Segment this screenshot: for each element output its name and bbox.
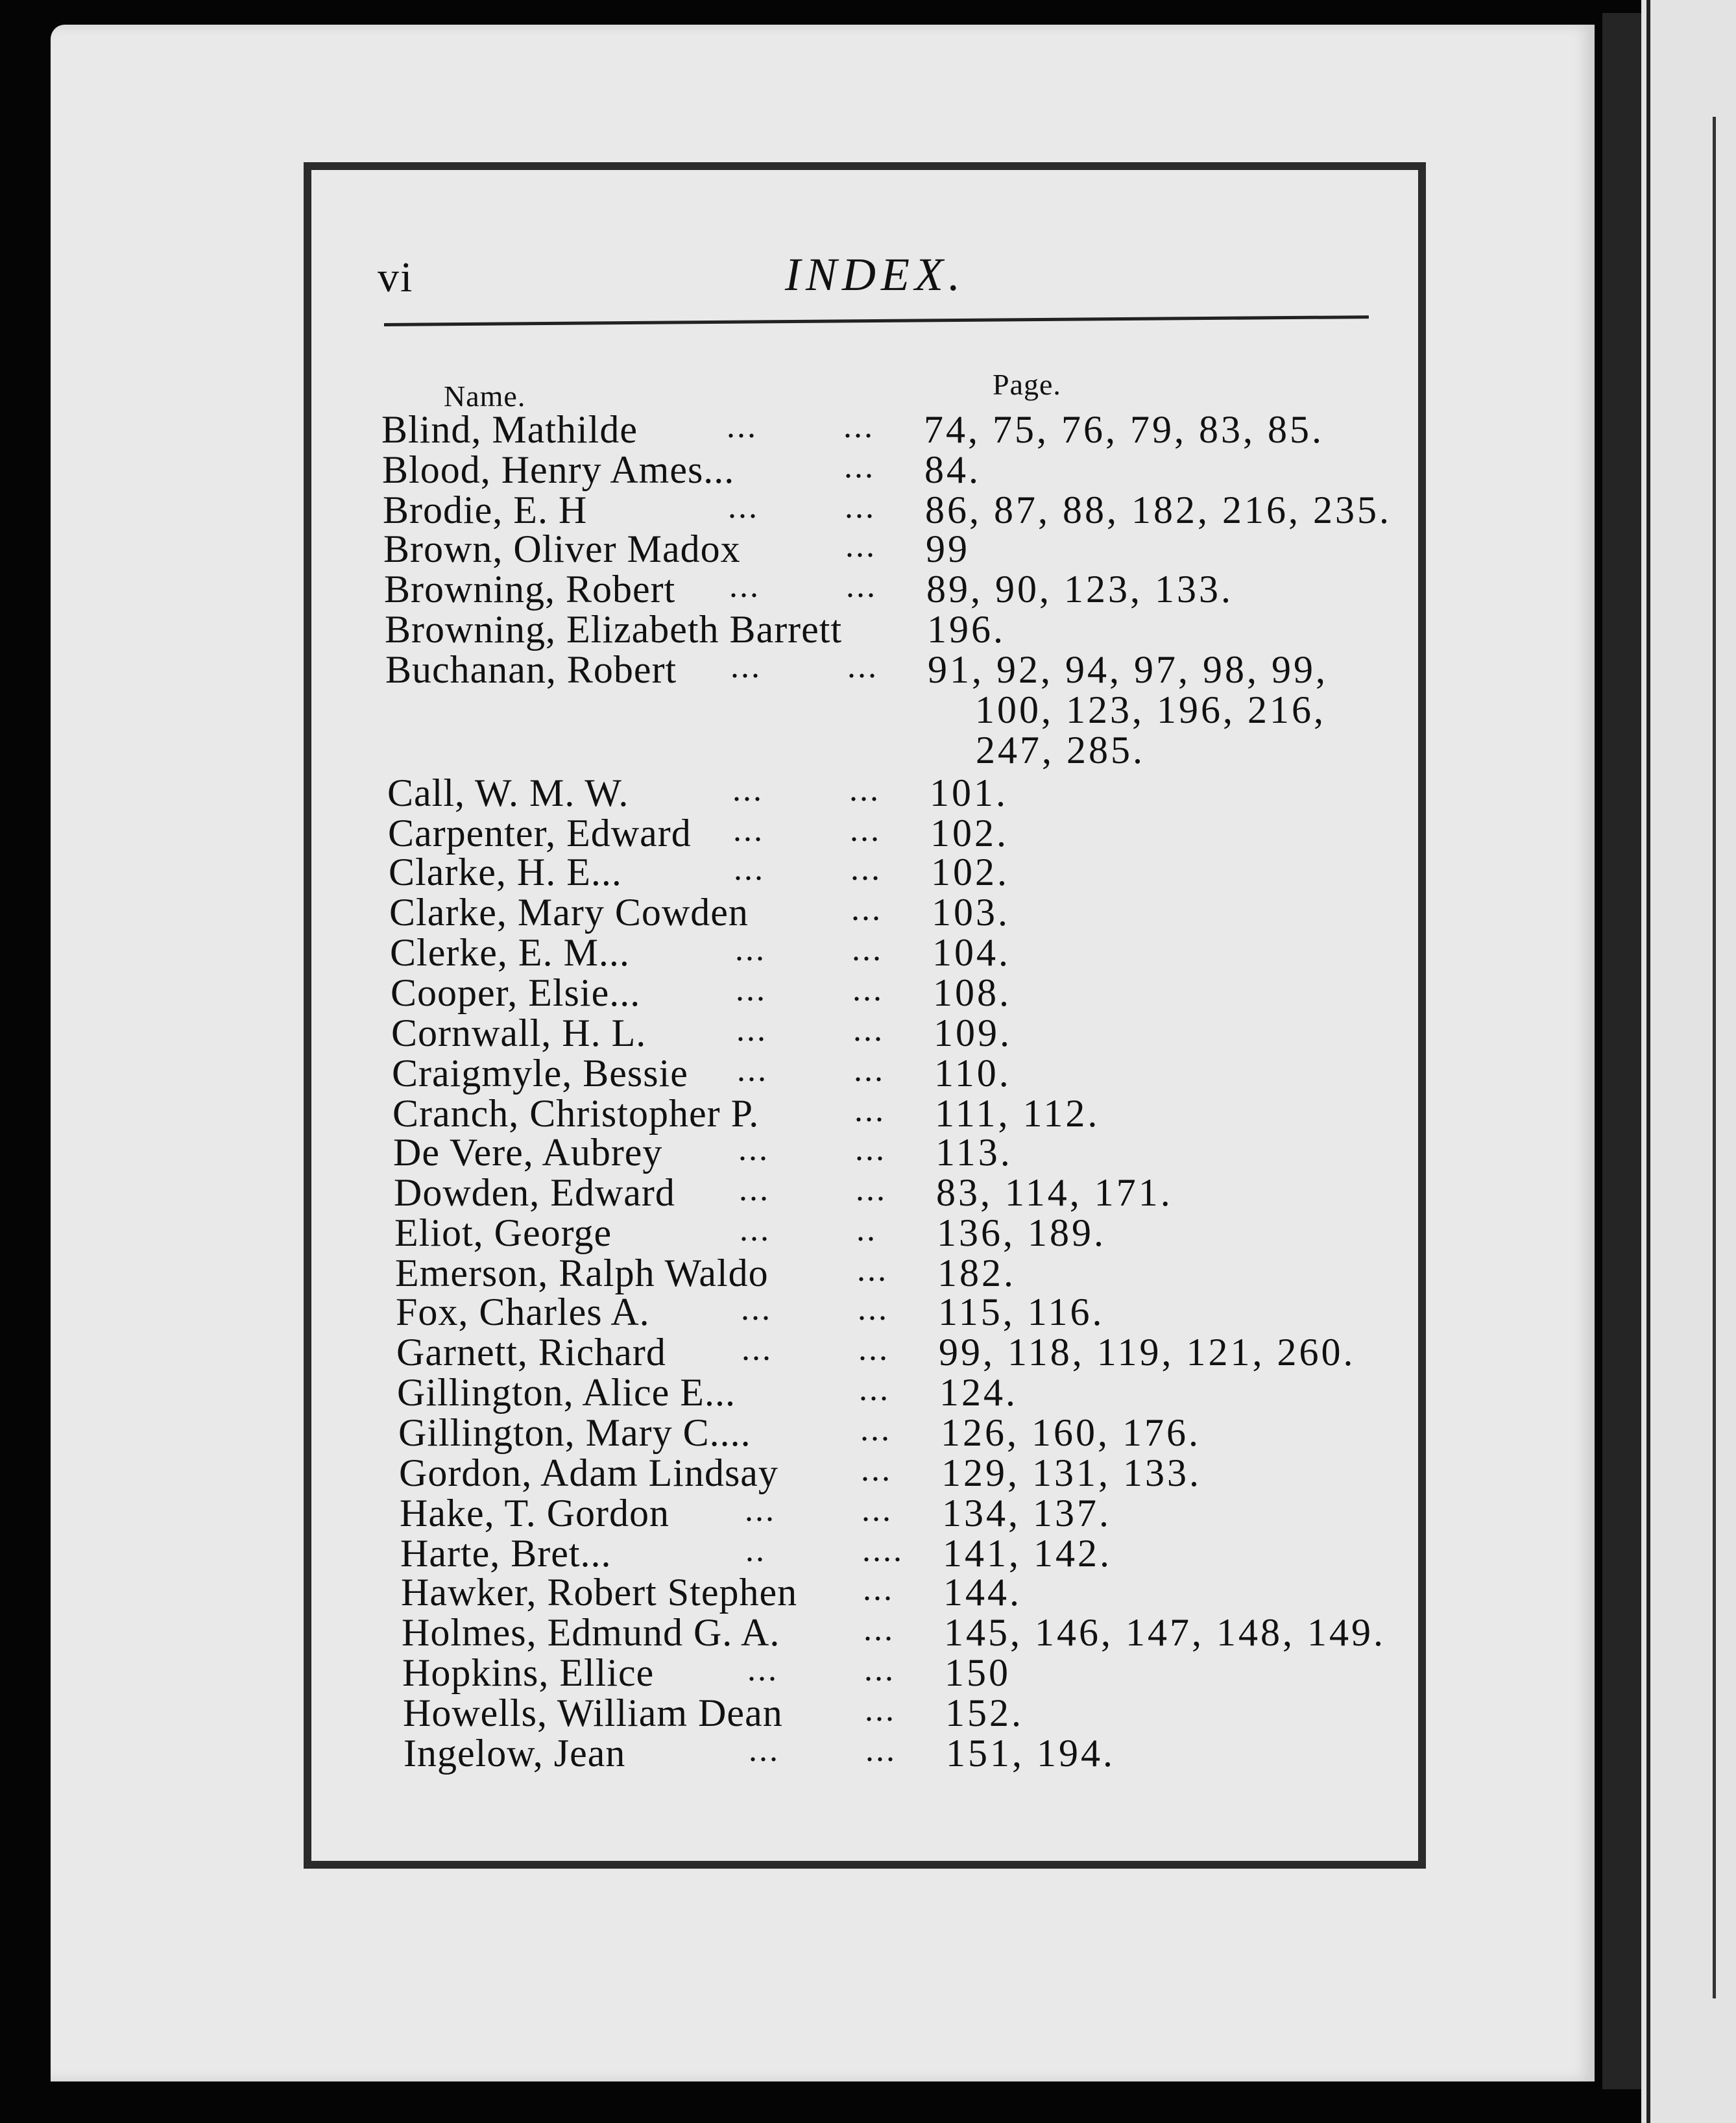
entry-leader-dots: ... (732, 771, 764, 808)
entry-pages: 136, 189. (937, 1211, 1106, 1254)
entry-leader-dots: ... (735, 931, 766, 968)
entry-name: Blood, Henry Ames... (382, 448, 735, 491)
entry-leader-dots: ... (736, 971, 767, 1008)
entry-pages: 111, 112. (935, 1092, 1100, 1135)
entry-leader-dots: ... (853, 1012, 884, 1049)
index-entry (0, 1251, 1736, 1292)
entry-pages: 182. (937, 1252, 1016, 1294)
page-title: INDEX. (785, 249, 965, 300)
entry-name: Brown, Oliver Madox (383, 528, 741, 570)
entry-pages: 113. (935, 1131, 1013, 1174)
index-entry (0, 1130, 1736, 1172)
entry-pages: 103. (932, 891, 1010, 934)
entry-name: Carpenter, Edward (388, 812, 692, 855)
entry-leader-dots: ... (851, 891, 882, 928)
entry-leader-dots: ... (854, 1052, 885, 1089)
entry-leader-dots: .... (862, 1532, 904, 1569)
entry-pages: 109. (934, 1012, 1012, 1054)
entry-leader-dots: ... (857, 1252, 888, 1289)
entry-name: Howells, William Dean (403, 1692, 783, 1734)
entry-leader-dots: ... (741, 1291, 772, 1328)
entry-leader-dots: ... (863, 1571, 894, 1608)
entry-leader-dots: ... (854, 1092, 886, 1129)
index-entry (0, 1411, 1736, 1452)
index-entry (0, 607, 1736, 649)
entry-name: Gillington, Mary C.... (398, 1411, 751, 1454)
entry-name: Browning, Robert (384, 568, 676, 611)
entry-leader-dots: ... (843, 408, 874, 445)
entry-pages: 196. (927, 608, 1006, 651)
entry-name: Clarke, H. E... (389, 851, 622, 893)
entry-leader-dots: ... (740, 1211, 771, 1248)
entry-name: De Vere, Aubrey (393, 1131, 663, 1174)
index-entry (0, 1531, 1736, 1573)
entry-pages: 86, 87, 88, 182, 216, 235. (925, 489, 1392, 531)
index-entry (0, 811, 1736, 853)
index-entry (0, 1731, 1736, 1773)
entry-name: Brodie, E. H (383, 489, 588, 531)
entry-pages: 108. (933, 971, 1011, 1014)
entry-leader-dots: ... (844, 448, 875, 485)
entry-leader-dots: ... (852, 971, 884, 1008)
entry-leader-dots: ... (845, 489, 876, 526)
index-entry (0, 1651, 1736, 1692)
entry-pages: 134, 137. (942, 1492, 1111, 1535)
entry-leader-dots: ... (852, 931, 883, 968)
index-entry (0, 1051, 1736, 1093)
entry-pages: 104. (932, 931, 1011, 974)
entry-name: Hopkins, Ellice (402, 1651, 655, 1694)
index-entry (0, 567, 1736, 609)
entry-pages: 129, 131, 133. (941, 1451, 1201, 1494)
index-entry (0, 1570, 1736, 1612)
entry-leader-dots: ... (846, 568, 877, 605)
column-header-page: Page. (993, 368, 1061, 401)
entry-leader-dots: ... (737, 1052, 768, 1089)
index-entry (0, 771, 1736, 812)
entry-pages: 150 (945, 1651, 1011, 1694)
entry-leader-dots: ... (749, 1732, 780, 1769)
entry-leader-dots: ... (855, 1131, 886, 1168)
entry-name: Browning, Elizabeth Barrett (385, 608, 843, 651)
page-folio: vi (378, 254, 414, 301)
entry-pages: 110. (934, 1052, 1011, 1095)
entry-leader-dots: ... (739, 1171, 770, 1208)
entry-pages: 141, 142. (943, 1532, 1112, 1575)
index-entry (0, 1211, 1736, 1252)
entry-leader-dots: ... (727, 408, 758, 445)
entry-leader-dots: ... (728, 489, 759, 526)
entry-leader-dots: .. (745, 1532, 766, 1569)
entry-name: Eliot, George (394, 1211, 612, 1254)
index-entry (0, 527, 1736, 568)
entry-leader-dots: ... (733, 812, 764, 849)
entry-pages: 115, 116. (938, 1291, 1105, 1333)
index-entry (0, 1691, 1736, 1732)
entry-leader-dots: ... (850, 812, 881, 849)
entry-name: Gordon, Adam Lindsay (399, 1451, 778, 1494)
entry-name: Emerson, Ralph Waldo (395, 1252, 769, 1294)
index-entry (0, 448, 1736, 489)
entry-pages: 91, 92, 94, 97, 98, 99, (928, 648, 1328, 691)
entry-pages: 144. (943, 1571, 1022, 1614)
entry-name: Craigmyle, Bessie (392, 1052, 688, 1095)
entry-leader-dots: ... (860, 1411, 891, 1448)
entry-name: Hake, T. Gordon (400, 1492, 670, 1535)
index-entry (0, 930, 1736, 972)
entry-leader-dots: ... (862, 1492, 893, 1529)
index-entry (0, 407, 1736, 449)
index-entry (0, 1370, 1736, 1412)
index-entry (0, 648, 1736, 689)
entry-name: Holmes, Edmund G. A. (402, 1611, 780, 1654)
entry-leader-dots: ... (845, 528, 876, 564)
entry-leader-dots: ... (745, 1492, 776, 1529)
entry-name: Blind, Mathilde (381, 408, 638, 451)
entry-name: Garnett, Richard (396, 1331, 666, 1374)
index-entry (0, 1290, 1736, 1331)
entry-name: Hawker, Robert Stephen (401, 1571, 798, 1614)
entry-pages: 89, 90, 123, 133. (926, 568, 1233, 611)
entry-leader-dots: ... (734, 851, 765, 888)
index-entry (0, 488, 1736, 529)
entry-leader-dots: ... (858, 1331, 889, 1368)
entry-name: Ingelow, Jean (404, 1732, 626, 1775)
entry-pages: 151, 194. (946, 1732, 1115, 1775)
entry-pages: 102. (930, 812, 1009, 855)
entry-pages: 152. (945, 1692, 1024, 1734)
index-entry (0, 1451, 1736, 1492)
entry-pages-continuation: 247, 285. (976, 729, 1145, 771)
entry-leader-dots: ... (741, 1331, 773, 1368)
entry-pages: 84. (924, 448, 981, 491)
entry-name: Cornwall, H. L. (391, 1012, 647, 1054)
entry-leader-dots: ... (861, 1451, 892, 1488)
entry-pages: 74, 75, 76, 79, 83, 85. (924, 408, 1324, 451)
entry-name: Clerke, E. M... (390, 931, 630, 974)
entry-name: Cranch, Christopher P. (392, 1092, 760, 1135)
index-entry (0, 890, 1736, 932)
entry-pages: 101. (930, 771, 1008, 814)
entry-pages: 99 (926, 528, 970, 570)
entry-pages: 126, 160, 176. (941, 1411, 1201, 1454)
index-entry (0, 850, 1736, 892)
entry-name: Buchanan, Robert (385, 648, 677, 691)
index-entry (0, 1091, 1736, 1133)
entry-leader-dots: ... (858, 1291, 889, 1328)
entry-leader-dots: .. (856, 1211, 877, 1248)
entry-leader-dots: ... (864, 1651, 895, 1688)
entry-leader-dots: ... (747, 1651, 778, 1688)
entry-name: Fox, Charles A. (396, 1291, 650, 1333)
index-entry (0, 1330, 1736, 1372)
entry-pages: 83, 114, 171. (936, 1171, 1173, 1214)
entry-leader-dots: ... (729, 568, 760, 605)
entry-leader-dots: ... (856, 1171, 887, 1208)
entry-leader-dots: ... (859, 1371, 890, 1408)
index-entry (0, 1171, 1736, 1212)
entry-name: Cooper, Elsie... (391, 971, 641, 1014)
column-header-name: Name. (444, 380, 526, 413)
entry-leader-dots: ... (730, 648, 762, 685)
entry-pages-continuation: 100, 123, 196, 216, (975, 688, 1326, 731)
entry-leader-dots: ... (865, 1732, 897, 1769)
index-entry (0, 1491, 1736, 1533)
index-entry (0, 1011, 1736, 1052)
entry-leader-dots: ... (850, 851, 882, 888)
entry-name: Gillington, Alice E... (397, 1371, 736, 1414)
entry-pages: 124. (939, 1371, 1018, 1414)
entry-pages: 99, 118, 119, 121, 260. (939, 1331, 1356, 1374)
index-entry (0, 1610, 1736, 1652)
entry-name: Harte, Bret... (400, 1532, 612, 1575)
entry-name: Call, W. M. W. (387, 771, 629, 814)
entry-leader-dots: ... (863, 1611, 895, 1648)
entry-name: Clarke, Mary Cowden (389, 891, 749, 934)
entry-pages: 145, 146, 147, 148, 149. (944, 1611, 1386, 1654)
entry-leader-dots: ... (847, 648, 878, 685)
entry-leader-dots: ... (736, 1012, 767, 1049)
entry-leader-dots: ... (738, 1131, 769, 1168)
entry-leader-dots: ... (865, 1692, 896, 1729)
entry-pages: 102. (931, 851, 1009, 893)
entry-leader-dots: ... (849, 771, 880, 808)
index-entry (0, 971, 1736, 1012)
entry-name: Dowden, Edward (394, 1171, 675, 1214)
